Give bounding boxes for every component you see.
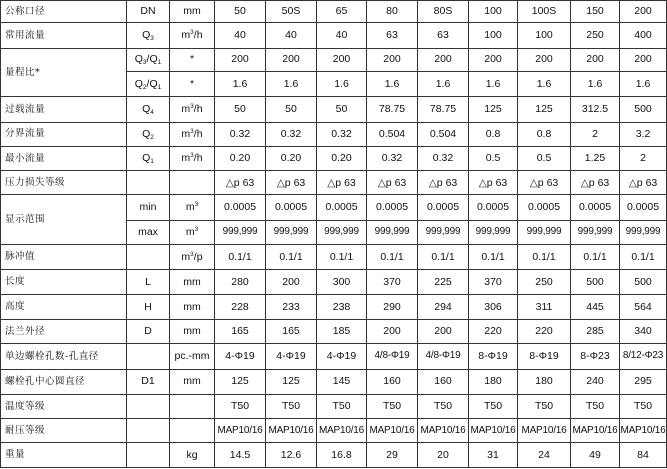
row-label: 法兰外径 [1, 319, 127, 343]
value-cell: 200 [418, 319, 469, 343]
value-cell: 0.0005 [367, 195, 418, 220]
value-cell: 8-Φ19 [518, 344, 571, 369]
value-cell: 1.6 [571, 71, 620, 96]
value-cell: 0.1/1 [317, 245, 367, 270]
value-cell: 500 [571, 270, 620, 294]
table-row [1, 319, 667, 343]
value-cell: 80 [367, 1, 418, 23]
row-label: 脉冲值 [1, 245, 127, 270]
value-cell: 200 [571, 48, 620, 71]
value-cell: 295 [620, 369, 667, 394]
row-symbol: $Q_4$ [127, 97, 170, 122]
table-row [1, 48, 667, 71]
value-cell: 180 [469, 369, 518, 394]
value-cell: 40 [317, 23, 367, 48]
value-cell: 0.32 [215, 122, 266, 146]
row-label: 显示范围 [1, 195, 127, 245]
row-unit: $m^3/h$ [170, 146, 215, 170]
row-unit [170, 171, 215, 195]
table-row [1, 1, 667, 23]
row-label: 重量 [1, 443, 127, 468]
value-cell: 0.20 [266, 146, 317, 170]
value-cell: 50 [317, 97, 367, 122]
row-unit: * [170, 48, 215, 71]
value-cell: 0.0005 [317, 195, 367, 220]
row-unit: $m^3$ [170, 220, 215, 244]
value-cell: 200 [215, 48, 266, 71]
value-cell: 240 [571, 369, 620, 394]
value-cell: 40 [215, 23, 266, 48]
value-cell: 125 [518, 97, 571, 122]
row-symbol: D1 [127, 369, 170, 394]
value-cell: 0.0005 [469, 195, 518, 220]
row-label: 过载流量 [1, 97, 127, 122]
value-cell: 0.0005 [518, 195, 571, 220]
row-symbol [127, 171, 170, 195]
table-row [1, 122, 667, 146]
value-cell: 340 [620, 319, 667, 343]
value-cell: 0.0005 [266, 195, 317, 220]
value-cell: 0.0005 [571, 195, 620, 220]
value-cell: △p 63 [571, 171, 620, 195]
value-cell: T50 [418, 394, 469, 418]
row-label: 分界流量 [1, 122, 127, 146]
value-cell: MAP10/16 [317, 419, 367, 443]
row-symbol: $Q_2$ [127, 122, 170, 146]
value-cell: 31 [469, 443, 518, 468]
value-cell: 2 [620, 146, 667, 170]
value-cell: 200 [518, 48, 571, 71]
value-cell: 0.32 [367, 146, 418, 170]
value-cell: 0.1/1 [215, 245, 266, 270]
value-cell: 2 [571, 122, 620, 146]
value-cell: 200 [266, 48, 317, 71]
value-cell: 311 [518, 294, 571, 319]
value-cell: △p 63 [317, 171, 367, 195]
value-cell: 50 [215, 1, 266, 23]
value-cell: 200 [317, 48, 367, 71]
value-cell: 78.75 [418, 97, 469, 122]
value-cell: 0.20 [317, 146, 367, 170]
value-cell: 370 [367, 270, 418, 294]
value-cell: 65 [317, 1, 367, 23]
value-cell: 78.75 [367, 97, 418, 122]
row-label: 螺栓孔中心圆直径 [1, 369, 127, 394]
value-cell: 300 [317, 270, 367, 294]
value-cell: 84 [620, 443, 667, 468]
value-cell: 306 [469, 294, 518, 319]
value-cell: 312.5 [571, 97, 620, 122]
value-cell: 24 [518, 443, 571, 468]
value-cell: 160 [367, 369, 418, 394]
value-cell: 4-Φ19 [215, 344, 266, 369]
row-unit: mm [170, 319, 215, 343]
row-symbol: max [127, 220, 170, 244]
value-cell: 250 [518, 270, 571, 294]
value-cell: 0.1/1 [518, 245, 571, 270]
value-cell: MAP10/16 [367, 419, 418, 443]
table-row [1, 195, 667, 220]
table-row [1, 97, 667, 122]
value-cell: T50 [469, 394, 518, 418]
value-cell: 125 [266, 369, 317, 394]
value-cell: 1.6 [215, 71, 266, 96]
row-unit: $m^3/h$ [170, 122, 215, 146]
value-cell: △p 63 [266, 171, 317, 195]
value-cell: 999,999 [571, 220, 620, 244]
value-cell: 100 [518, 23, 571, 48]
value-cell: 0.8 [518, 122, 571, 146]
value-cell: 0.0005 [215, 195, 266, 220]
table-row [1, 369, 667, 394]
row-unit: kg [170, 443, 215, 468]
value-cell: 0.1/1 [469, 245, 518, 270]
value-cell: 228 [215, 294, 266, 319]
value-cell: 0.1/1 [418, 245, 469, 270]
value-cell: 220 [469, 319, 518, 343]
value-cell: 1.6 [418, 71, 469, 96]
row-unit: $m^3/h$ [170, 23, 215, 48]
row-symbol: min [127, 195, 170, 220]
table-row [1, 23, 667, 48]
value-cell: 29 [367, 443, 418, 468]
value-cell: 999,999 [367, 220, 418, 244]
row-unit [170, 394, 215, 418]
value-cell: 0.1/1 [266, 245, 317, 270]
row-unit: pc.-mm [170, 344, 215, 369]
value-cell: 4/8-Φ19 [367, 344, 418, 369]
value-cell: 238 [317, 294, 367, 319]
value-cell: 1.6 [469, 71, 518, 96]
row-symbol [127, 443, 170, 468]
value-cell: MAP10/16 [518, 419, 571, 443]
value-cell: MAP10/16 [469, 419, 518, 443]
row-symbol [127, 419, 170, 443]
value-cell: 280 [215, 270, 266, 294]
row-label: 温度等级 [1, 394, 127, 418]
value-cell: 0.32 [317, 122, 367, 146]
value-cell: 100S [518, 1, 571, 23]
value-cell: 200 [367, 48, 418, 71]
value-cell: 1.6 [367, 71, 418, 96]
value-cell: 1.6 [518, 71, 571, 96]
row-unit: mm [170, 294, 215, 319]
value-cell: 225 [418, 270, 469, 294]
row-label: 常用流量 [1, 23, 127, 48]
row-label: 耐压等级 [1, 419, 127, 443]
value-cell: T50 [317, 394, 367, 418]
row-unit: * [170, 71, 215, 96]
table-row [1, 344, 667, 369]
row-symbol: L [127, 270, 170, 294]
value-cell: 200 [620, 48, 667, 71]
value-cell: 100 [469, 1, 518, 23]
value-cell: 0.5 [518, 146, 571, 170]
value-cell: 0.0005 [418, 195, 469, 220]
value-cell: MAP10/16 [266, 419, 317, 443]
value-cell: 999,999 [215, 220, 266, 244]
row-symbol: $Q_3/Q_1$ [127, 48, 170, 71]
row-unit: $m^3/p$ [170, 245, 215, 270]
value-cell: 250 [571, 23, 620, 48]
value-cell: 200 [620, 1, 667, 23]
value-cell: 200 [367, 319, 418, 343]
value-cell: 14.5 [215, 443, 266, 468]
row-label: 高度 [1, 294, 127, 319]
value-cell: MAP10/16 [418, 419, 469, 443]
table-row [1, 270, 667, 294]
value-cell: T50 [215, 394, 266, 418]
value-cell: 125 [469, 97, 518, 122]
value-cell: 999,999 [518, 220, 571, 244]
value-cell: 0.32 [418, 146, 469, 170]
value-cell: 0.0005 [620, 195, 667, 220]
row-unit: $m^3/h$ [170, 97, 215, 122]
value-cell: 165 [215, 319, 266, 343]
value-cell: 233 [266, 294, 317, 319]
row-label: 单边螺栓孔数-孔直径 [1, 344, 127, 369]
value-cell: 0.20 [215, 146, 266, 170]
value-cell: 0.1/1 [367, 245, 418, 270]
value-cell: 290 [367, 294, 418, 319]
spec-table-body [1, 1, 667, 468]
value-cell: 500 [620, 97, 667, 122]
row-unit [170, 419, 215, 443]
row-label: 最小流量 [1, 146, 127, 170]
row-unit: mm [170, 270, 215, 294]
value-cell: 49 [571, 443, 620, 468]
value-cell: 125 [215, 369, 266, 394]
value-cell: 3.2 [620, 122, 667, 146]
value-cell: MAP10/16 [215, 419, 266, 443]
value-cell: 500 [620, 270, 667, 294]
value-cell: 150 [571, 1, 620, 23]
table-row [1, 394, 667, 418]
value-cell: 40 [266, 23, 317, 48]
value-cell: △p 63 [367, 171, 418, 195]
value-cell: 50S [266, 1, 317, 23]
value-cell: 0.32 [266, 122, 317, 146]
value-cell: 999,999 [469, 220, 518, 244]
table-row [1, 245, 667, 270]
value-cell: 285 [571, 319, 620, 343]
row-symbol: H [127, 294, 170, 319]
value-cell: 16.8 [317, 443, 367, 468]
value-cell: 180 [518, 369, 571, 394]
row-symbol: $Q_3$ [127, 23, 170, 48]
value-cell: △p 63 [469, 171, 518, 195]
value-cell: △p 63 [518, 171, 571, 195]
value-cell: 0.1/1 [620, 245, 667, 270]
row-symbol [127, 245, 170, 270]
value-cell: 0.504 [367, 122, 418, 146]
row-symbol [127, 344, 170, 369]
value-cell: T50 [620, 394, 667, 418]
value-cell: 200 [418, 48, 469, 71]
value-cell: 20 [418, 443, 469, 468]
row-symbol [127, 394, 170, 418]
value-cell: 4/8-Φ19 [418, 344, 469, 369]
value-cell: 4-Φ19 [266, 344, 317, 369]
value-cell: 0.1/1 [571, 245, 620, 270]
value-cell: 294 [418, 294, 469, 319]
value-cell: 445 [571, 294, 620, 319]
value-cell: T50 [266, 394, 317, 418]
row-label: 公称口径 [1, 1, 127, 23]
table-row [1, 146, 667, 170]
value-cell: 185 [317, 319, 367, 343]
value-cell: 12.6 [266, 443, 317, 468]
value-cell: 999,999 [418, 220, 469, 244]
value-cell: 200 [266, 270, 317, 294]
value-cell: 0.5 [469, 146, 518, 170]
row-unit: $m^3$ [170, 195, 215, 220]
value-cell: 1.6 [620, 71, 667, 96]
value-cell: 200 [469, 48, 518, 71]
value-cell: 8/12-Φ23 [620, 344, 667, 369]
value-cell: 8-Φ19 [469, 344, 518, 369]
value-cell: 220 [518, 319, 571, 343]
value-cell: T50 [518, 394, 571, 418]
value-cell: 8-Φ23 [571, 344, 620, 369]
value-cell: MAP10/16 [620, 419, 667, 443]
row-label: 量程比* [1, 48, 127, 97]
value-cell: 165 [266, 319, 317, 343]
row-unit: mm [170, 369, 215, 394]
value-cell: 1.6 [317, 71, 367, 96]
table-row [1, 443, 667, 468]
value-cell: △p 63 [418, 171, 469, 195]
table-row [1, 419, 667, 443]
value-cell: △p 63 [215, 171, 266, 195]
row-label: 长度 [1, 270, 127, 294]
value-cell: 50 [215, 97, 266, 122]
value-cell: 1.6 [266, 71, 317, 96]
value-cell: 370 [469, 270, 518, 294]
value-cell: 564 [620, 294, 667, 319]
row-symbol: $Q_2/Q_1$ [127, 71, 170, 96]
value-cell: 50 [266, 97, 317, 122]
table-row [1, 171, 667, 195]
value-cell: MAP10/16 [571, 419, 620, 443]
value-cell: 160 [418, 369, 469, 394]
value-cell: 1.25 [571, 146, 620, 170]
table-row [1, 294, 667, 319]
row-unit: mm [170, 1, 215, 23]
value-cell: 4-Φ19 [317, 344, 367, 369]
value-cell: 63 [367, 23, 418, 48]
value-cell: 0.8 [469, 122, 518, 146]
row-label: 压力损失等级 [1, 171, 127, 195]
value-cell: 145 [317, 369, 367, 394]
value-cell: 999,999 [266, 220, 317, 244]
value-cell: T50 [367, 394, 418, 418]
value-cell: 63 [418, 23, 469, 48]
value-cell: △p 63 [620, 171, 667, 195]
value-cell: 100 [469, 23, 518, 48]
value-cell: 80S [418, 1, 469, 23]
row-symbol: $Q_1$ [127, 146, 170, 170]
value-cell: 400 [620, 23, 667, 48]
row-symbol: DN [127, 1, 170, 23]
value-cell: 0.504 [418, 122, 469, 146]
row-symbol: D [127, 319, 170, 343]
value-cell: 999,999 [317, 220, 367, 244]
value-cell: T50 [571, 394, 620, 418]
value-cell: 999,999 [620, 220, 667, 244]
